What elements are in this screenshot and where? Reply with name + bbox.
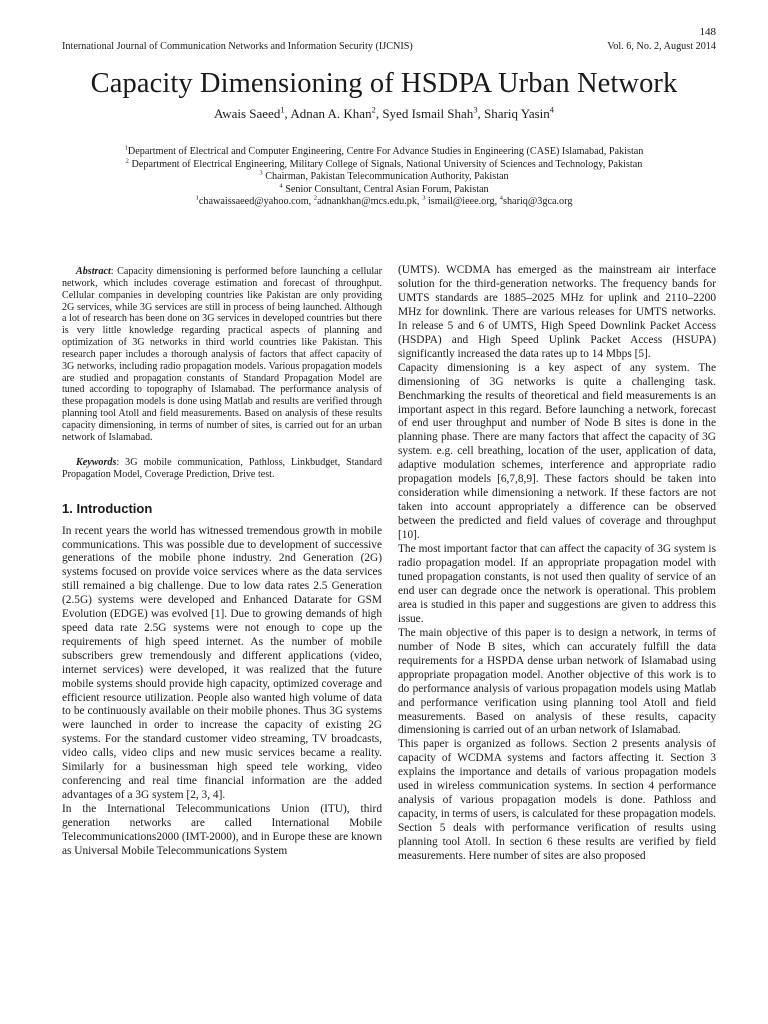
volume-info: Vol. 6, No. 2, August 2014: [607, 41, 716, 52]
email-sup: 1: [195, 194, 199, 202]
author-name: Adnan A. Khan: [290, 106, 372, 121]
author-name: Awais Saeed: [214, 106, 281, 121]
journal-name: International Journal of Communication Networks and Information Security (IJCNIS): [62, 41, 413, 52]
author-sup: 1: [280, 104, 285, 115]
paper-title: Capacity Dimensioning of HSDPA Urban Network: [90, 68, 678, 99]
email-2: adnankhan@mcs.edu.pk,: [317, 196, 423, 208]
affiliation-line: [0, 146, 768, 159]
keywords: [62, 457, 382, 481]
left-column: [62, 266, 382, 858]
affiliations: [0, 146, 768, 209]
affiliation-line: [0, 159, 768, 172]
author-name: Shariq Yasin: [484, 106, 550, 121]
affiliation-sup: 3: [259, 169, 263, 177]
author-sup: 2: [371, 104, 376, 115]
abstract: [62, 266, 382, 444]
email-line: [0, 196, 768, 209]
author-sup: 3: [473, 104, 478, 115]
author-list: [0, 106, 768, 122]
email-1: chawaissaeed@yahoo.com,: [198, 196, 314, 208]
author-sep: ,: [284, 106, 291, 121]
page-number: 148: [699, 26, 716, 38]
abstract-label: Abstract: [76, 266, 111, 277]
affiliation-text: Chairman, Pakistan Telecommunication Authority, Pakistan: [262, 171, 509, 183]
email-3: ismail@ieee.org,: [425, 196, 500, 208]
affiliation-text: Senior Consultant, Central Asian Forum, Pakistan: [282, 183, 489, 195]
abstract-text: : Capacity dimensioning is performed before launching a cellular network, which includes coverage estimation and forecast of throughput. Cellular companies in developing countries like Pakistan are only providing 2G services, while 3G services are still in process of being launched. Although a lot of research has been done on 3G services in developed countries but there is very little knowledge regarding practical aspects of planning and optimization of 3G networks in third world countries like Pakistan. This research paper includes a thorough analysis of factors that affect capacity of 3G networks, including radio propagation models. Various propagation models are studied and propagation constants of Standard Propagation Model are tuned according to topography of Islamabad. The performance analysis of these propagation models is done using Matlab and results are verified through planning tool Atoll and field measurements. Based on analysis of these results capacity dimensioning, in terms of number of sites, is carried out for an urban network of Islamabad.: [62, 266, 382, 443]
affiliation-text: Department of Electrical and Computer Engineering, Centre For Advance Studies in Engineering (CASE) Islamabad, Pakistan: [127, 146, 644, 157]
keywords-label: Keywords: [76, 456, 117, 468]
email-sup: 2: [313, 194, 318, 202]
keywords-text: : 3G mobile communication, Pathloss, Linkbudget, Standard Propagation Model, Coverage Prediction, Drive test.: [62, 456, 382, 480]
affiliation-text: Department of Electrical Engineering, Military College of Signals, National University of Sciences and Technology, Pakistan: [128, 158, 643, 170]
paragraph: (UMTS). WCDMA has emerged as the mainstream air interface solution for the third-generation networks. The frequency bands for UMTS standards are 1885–2025 MHz for uplink and 2110–2200 MHz for downlink. There are various releases for UMTS networks. In release 5 and 6 of UMTS, High Speed Downlink Packet Access (HSDPA) and High Speed Uplink Packet Access (HSUPA) significantly increased the data rates up to 14 Mbps [5].: [398, 264, 716, 360]
running-header: [62, 41, 716, 52]
paragraph: The main objective of this paper is to design a network, in terms of number of Node B sites, which can accurately fulfill the data requirements for a HSPDA dense urban network of Islamabad using appropriate propagation model. Another objective of this work is to do performance analysis of various propagation models using Matlab and performance verification using planning tool Atoll and field measurements. Based on analysis of these results, capacity dimensioning is carried out of an urban network of Islamabad.: [398, 626, 716, 737]
paragraph: In the International Telecommunications Union (ITU), third generation networks are called International Mobile Telecommunications2000 (IMT-2000), and in Europe these are known as Universal Mobile Telecommunications System: [62, 802, 382, 857]
author-sep: ,: [375, 106, 383, 121]
paragraph: The most important factor that can affect the capacity of 3G system is radio propagation model. If an appropriate propagation model with tuned propagation constants, is not used then quality of service of an end user can degrade once the network is operational. This problem area is studied in this paper and suggestions are given to address this issue.: [398, 543, 716, 625]
affiliation-line: [0, 171, 768, 184]
author-name: Syed Ismail Shah: [382, 106, 474, 121]
paragraph: Capacity dimensioning is a key aspect of any system. The dimensioning of 3G networks is quite a challenging task. Benchmarking the results of theoretical and field measurements is an important aspect in this regard. Before launching a network, forecast of end user throughput and number of Node B sites is done in the planning phase. There are many factors that affect the capacity of 3G system. e.g. cell breathing, location of the user, application of data, adaptive modulation schemes, interference and appropriate radio propagation models [6,7,8,9]. These factors should be taken into consideration while dimensioning a network. If these factors are not taken into account appropriately a difference can be observed between the predicted and field values of coverage and throughput [10].: [398, 361, 716, 542]
affiliation-sup: 4: [279, 182, 283, 190]
email-4: shariq@3gca.org: [502, 196, 573, 208]
email-sup: 3: [422, 194, 426, 202]
affiliation-sup: 1: [124, 144, 128, 152]
author-sep: ,: [477, 106, 485, 121]
affiliation-sup: 2: [125, 157, 129, 165]
email-sup: 4: [499, 194, 503, 202]
section-heading: 1. Introduction: [62, 500, 153, 516]
paragraph: This paper is organized as follows. Section 2 presents analysis of capacity of WCDMA systems and factors affecting it. Section 3 explains the importance and details of various propagation models used in wireless communication systems. In section 4 performance analysis of various propagation models is done. Pathloss and capacity, in terms of users, is calculated for these propagation models. Section 5 deals with performance verification of results using planning tool Atoll. In section 6 these results are verified by field measurements. Here number of sites are also proposed: [398, 738, 716, 863]
paragraph: In recent years the world has witnessed tremendous growth in mobile communications. This was possible due to development of successive generations of the mobile phone industry. 2nd Generation (2G) systems focused on provide voice services where as the data services still remained a big challenge. Due to low data rates 2.5 Generation (2.5G) systems were developed and Enhanced Datarate for GSM Evolution (EDGE) was evolved [1]. Due to growing demands of high speed data rate 2.5G systems were not enough to cope up the requirements of high speed internet. As the number of mobile subscribers grew tremendously and different applications (video, internet services) were developed, it was realized that the future mobile systems should provide high capacity, optimized coverage and efficient resource utilization. People also wanted high volume of data to be continuously available on their mobile phones. Thus 3G systems were launched in order to increase the capacity of existing 2G systems. For the standard customer video streaming, TV broadcasts, video calls, video clips and new music services became a reality. Similarly for a businessman high speed tele working, video conferencing and real time financial information are the added advantages of a 3G system [2, 3, 4].: [62, 524, 382, 801]
right-column: [398, 264, 716, 864]
author-sup: 4: [549, 104, 554, 115]
affiliation-line: [0, 184, 768, 197]
